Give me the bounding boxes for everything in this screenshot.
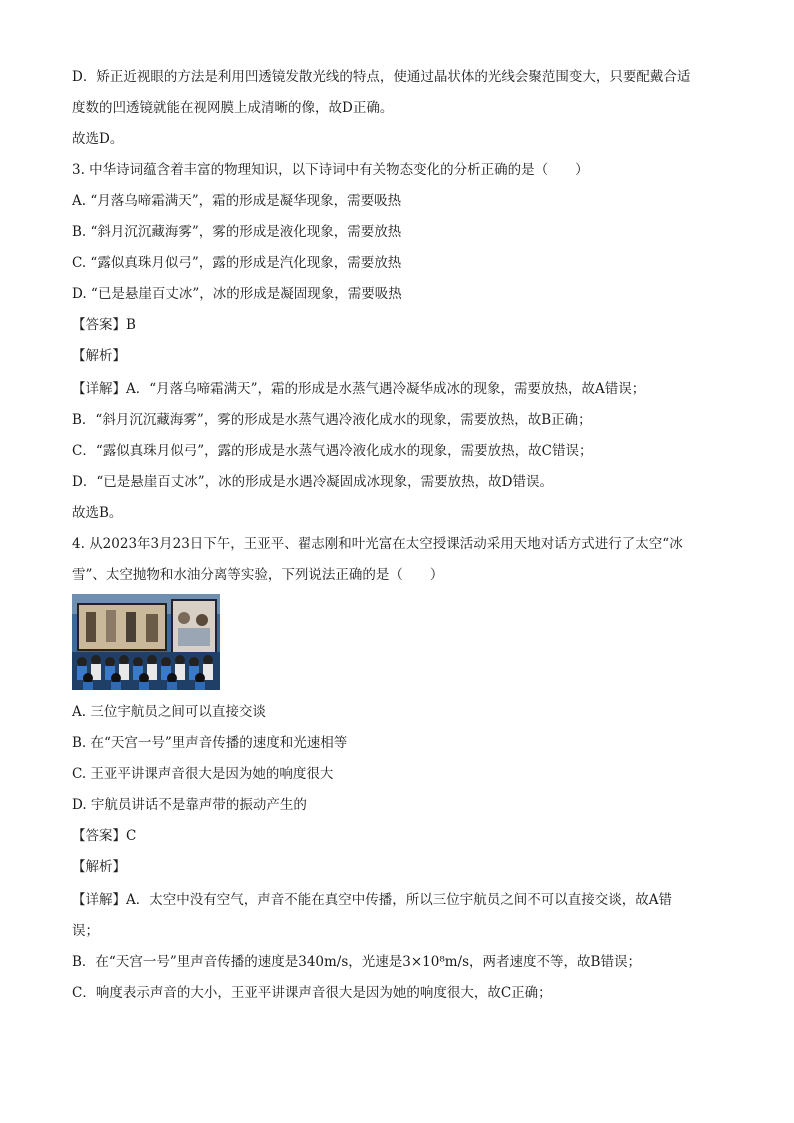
- option-b: B. “斜月沉沉藏海雾”，雾的形成是液化现象，需要放热: [72, 224, 402, 240]
- text-line: B．在“天宫一号”里声音传播的速度是340m/s，光速是3×10⁸m/s，两者速度不等，故B错误；: [72, 954, 641, 970]
- option-a: A. “月落乌啼霜满天”，霜的形成是凝华现象，需要吸热: [72, 193, 402, 209]
- analysis-label: 【解析】: [72, 859, 126, 875]
- question-3-stem: 3. 中华诗词蕴含着丰富的物理知识，以下诗词中有关物态变化的分析正确的是（ ）: [72, 162, 589, 178]
- question-4-stem: 4. 从2023年3月23日下午，王亚平、翟志刚和叶光富在太空授课活动采用天地对话方式进行了太空“冰: [72, 536, 683, 552]
- classroom-photo: [72, 594, 220, 690]
- option-c: C. 王亚平讲课声音很大是因为她的响度很大: [72, 766, 334, 782]
- text-line: C．响度表示声音的大小，王亚平讲课声音很大是因为她的响度很大，故C正确；: [72, 985, 552, 1001]
- text-line: C．“露似真珠月似弓”，露的形成是水蒸气遇冷液化成水的现象，需要放热，故C错误；: [72, 443, 593, 459]
- analysis-label: 【解析】: [72, 348, 126, 364]
- option-b: B. 在“天宫一号”里声音传播的速度和光速相等: [72, 735, 348, 751]
- text-line: 故选B。: [72, 505, 123, 521]
- text-line: 【详解】A．“月落乌啼霜满天”，霜的形成是水蒸气遇冷凝华成冰的现象，需要放热，故A错误；: [72, 381, 646, 397]
- text-line: D．矫正近视眼的方法是利用凹透镜发散光线的特点，使通过晶状体的光线会聚范围变大，只要配戴合适: [72, 69, 691, 85]
- text-line: 误；: [72, 923, 99, 939]
- option-d: D. 宇航员讲话不是靠声带的振动产生的: [72, 797, 307, 813]
- text-line: 故选D。: [72, 131, 124, 147]
- option-c: C. “露似真珠月似弓”，露的形成是汽化现象，需要放热: [72, 255, 402, 271]
- answer-label: 【答案】C: [72, 828, 137, 844]
- option-d: D. “已是悬崖百丈冰”，冰的形成是凝固现象，需要吸热: [72, 286, 402, 302]
- option-a: A. 三位宇航员之间可以直接交谈: [72, 704, 266, 720]
- answer-label: 【答案】B: [72, 317, 136, 333]
- text-line: B．“斜月沉沉藏海雾”，雾的形成是水蒸气遇冷液化成水的现象，需要放热，故B正确；: [72, 412, 592, 428]
- text-line: 【详解】A．太空中没有空气，声音不能在真空中传播，所以三位宇航员之间不可以直接交谈，故A错: [72, 892, 672, 908]
- text-line: 度数的凹透镜就能在视网膜上成清晰的像，故D正确。: [72, 100, 394, 116]
- text-line: D．“已是悬崖百丈冰”，冰的形成是水遇冷凝固成冰现象，需要放热，故D错误。: [72, 474, 553, 490]
- question-4-stem: 雪”、太空抛物和水油分离等实验，下列说法正确的是（ ）: [72, 567, 444, 583]
